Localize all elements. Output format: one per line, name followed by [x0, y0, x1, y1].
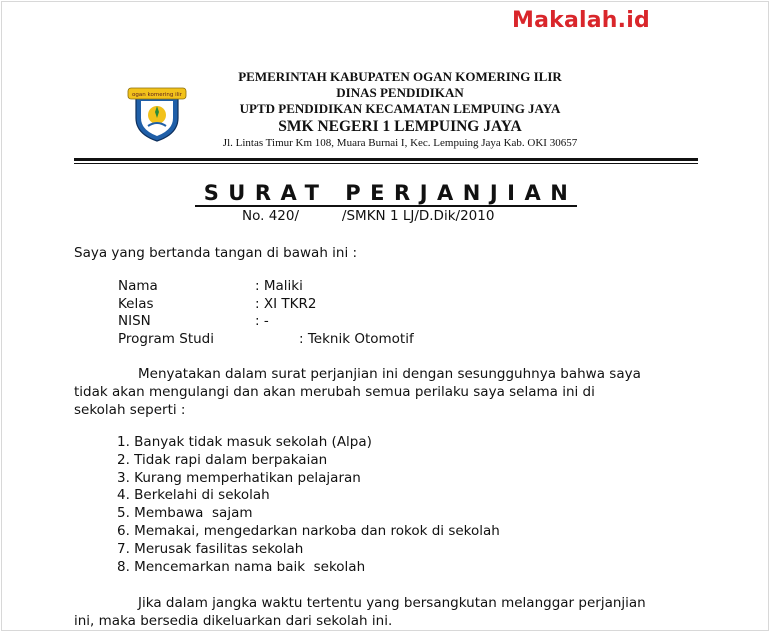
- list-item: 4. Berkelahi di sekolah: [117, 487, 270, 504]
- paragraph-line: Jika dalam jangka waktu tertentu yang bersangkutan melanggar perjanjian: [138, 595, 646, 611]
- letterhead-line-government: PEMERINTAH KABUPATEN OGAN KOMERING ILIR: [238, 69, 562, 84]
- list-item: 5. Membawa sajam: [117, 505, 253, 522]
- letterhead-line-uptd: UPTD PENDIDIKAN KECAMATAN LEMPUING JAYA: [239, 101, 561, 116]
- field-label: NISN: [118, 313, 151, 329]
- watermark: Makalah.id: [512, 8, 650, 33]
- field-label: Nama: [118, 278, 158, 294]
- emblem-banner-text: ogan komering ilir: [132, 92, 182, 98]
- intro-statement: Saya yang bertanda tangan di bawah ini :: [74, 245, 358, 261]
- letterhead: [190, 69, 610, 150]
- letterhead-line-department: DINAS PENDIDIKAN: [336, 85, 464, 100]
- document-title: [0, 181, 772, 205]
- field-value: : Teknik Otomotif: [299, 330, 414, 347]
- field-label: Program Studi: [118, 330, 214, 347]
- violations-list: [117, 434, 500, 576]
- school-emblem: [124, 78, 190, 144]
- list-item: 1. Banyak tidak masuk sekolah (Alpa): [117, 434, 372, 450]
- paragraph-line: sekolah seperti :: [74, 402, 186, 418]
- list-item: 3. Kurang memperhatikan pelajaran: [117, 469, 361, 486]
- letterhead-school-name: SMK NEGERI 1 LEMPUING JAYA: [278, 118, 522, 135]
- statement-paragraph: [74, 365, 641, 419]
- field-value: : XI TKR2: [255, 295, 317, 312]
- paragraph-line: Menyatakan dalam surat perjanjian ini dengan sesungguhnya bahwa saya: [138, 366, 641, 382]
- paragraph-line: ini, maka bersedia dikeluarkan dari sekolah ini.: [74, 613, 393, 629]
- letterhead-divider-thick: [74, 158, 698, 161]
- list-item: 8. Mencemarkan nama baik sekolah: [117, 558, 366, 575]
- list-item: 7. Merusak fasilitas sekolah: [117, 540, 304, 557]
- document-title-text: SURAT PERJANJIAN: [195, 181, 578, 207]
- field-value: : Maliki: [255, 278, 303, 294]
- letterhead-divider-thin: [74, 163, 698, 164]
- field-value: : -: [255, 313, 269, 329]
- list-item: 6. Memakai, mengedarkan narkoba dan rokok di sekolah: [117, 522, 500, 539]
- document-number: No. 420/ /SMKN 1 LJ/D.Dik/2010: [242, 208, 495, 224]
- consequence-paragraph: [74, 594, 646, 630]
- field-label: Kelas: [118, 295, 154, 312]
- list-item: 2. Tidak rapi dalam berpakaian: [117, 451, 328, 468]
- letterhead-address: Jl. Lintas Timur Km 108, Muara Burnai I, Kec. Lempuing Jaya Kab. OKI 30657: [222, 137, 578, 149]
- paragraph-line: tidak akan mengulangi dan akan merubah semua perilaku saya selama ini di: [74, 384, 595, 400]
